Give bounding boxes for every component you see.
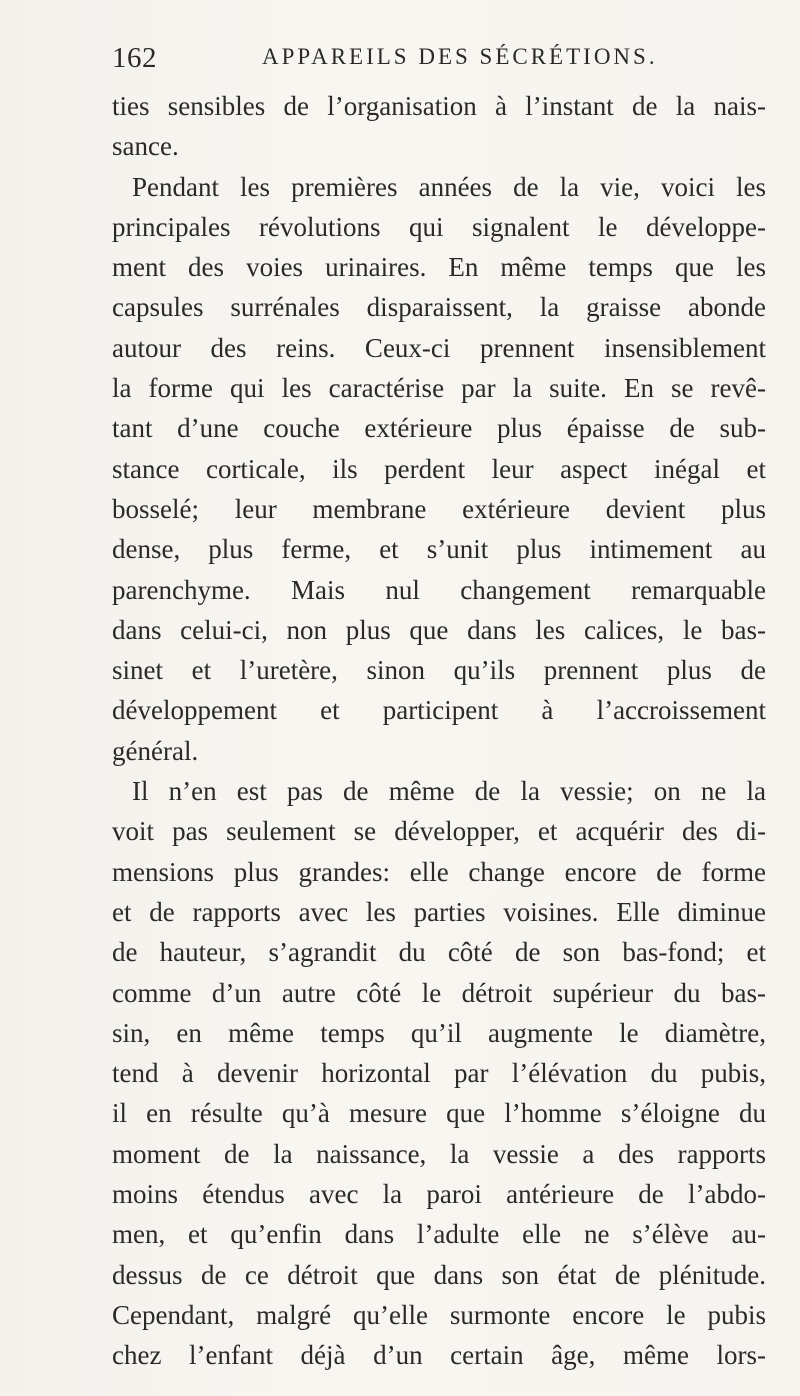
text-line: voit pas seulement se développer, et acquérir des di- [112, 816, 766, 847]
text-line: sinet et l’uretère, sinon qu’ils prennent plus de [112, 655, 766, 686]
text-line: dans celui-ci, non plus que dans les calices, le bas- [112, 614, 766, 645]
text-line: moins étendus avec la paroi antérieure de l’abdo- [112, 1179, 766, 1210]
page-number: 162 [112, 42, 157, 74]
text-line: sance. [112, 131, 179, 162]
text-line: comme d’un autre côté le détroit supérieur du bas- [112, 977, 766, 1008]
text-line: et de rapports avec les parties voisines. Elle diminue [112, 896, 766, 927]
text-line: autour des reins. Ceux-ci prennent insensiblement [112, 332, 766, 363]
text-line: Pendant les premières années de la vie, voici les [132, 171, 766, 202]
text-line: général. [112, 735, 199, 766]
text-line: bosselé; leur membrane extérieure devient plus [112, 493, 766, 524]
text-line: moment de la naissance, la vessie a des rapports [112, 1138, 766, 1169]
text-line: principales révolutions qui signalent le développe- [112, 211, 766, 242]
text-line: dessus de ce détroit que dans son état de plénitude. [112, 1259, 766, 1290]
text-line: ties sensibles de l’organisation à l’instant de la nais- [112, 91, 766, 121]
text-line: la forme qui les caractérise par la suite. En se revê- [112, 373, 766, 404]
text-line: ment des voies urinaires. En même temps que les [112, 252, 766, 283]
text-line: men, et qu’enfin dans l’adulte elle ne s’élève au- [112, 1219, 766, 1250]
text-line: parenchyme. Mais nul changement remarquable [112, 574, 766, 605]
text-line: mensions plus grandes: elle change encore de forme [112, 856, 766, 887]
text-line: stance corticale, ils perdent leur aspect inégal et [112, 453, 766, 484]
running-head: APPAREILS DES SÉCRÉTIONS. [262, 44, 658, 69]
text-line: développement et participent à l’accroissement [112, 695, 766, 726]
text-line: Il n’en est pas de même de la vessie; on ne la [132, 776, 766, 807]
text-line: Cependant, malgré qu’elle surmonte encore le pubis [112, 1299, 766, 1330]
text-line: capsules surrénales disparaissent, la graisse abonde [112, 292, 766, 323]
text-line: sin, en même temps qu’il augmente le diamètre, [112, 1017, 766, 1048]
text-line: de hauteur, s’agrandit du côté de son bas-fond; et [112, 937, 766, 968]
page-header [112, 42, 752, 82]
text-line: tant d’une couche extérieure plus épaisse de sub- [112, 413, 766, 444]
text-line: dense, plus ferme, et s’unit plus intimement au [112, 534, 766, 565]
body-text [112, 86, 766, 1376]
text-line: il en résulte qu’à mesure que l’homme s’éloigne du [112, 1098, 766, 1129]
text-line: tend à devenir horizontal par l’élévation du pubis, [112, 1058, 766, 1089]
text-line: chez l’enfant déjà d’un certain âge, même lors- [112, 1340, 766, 1371]
